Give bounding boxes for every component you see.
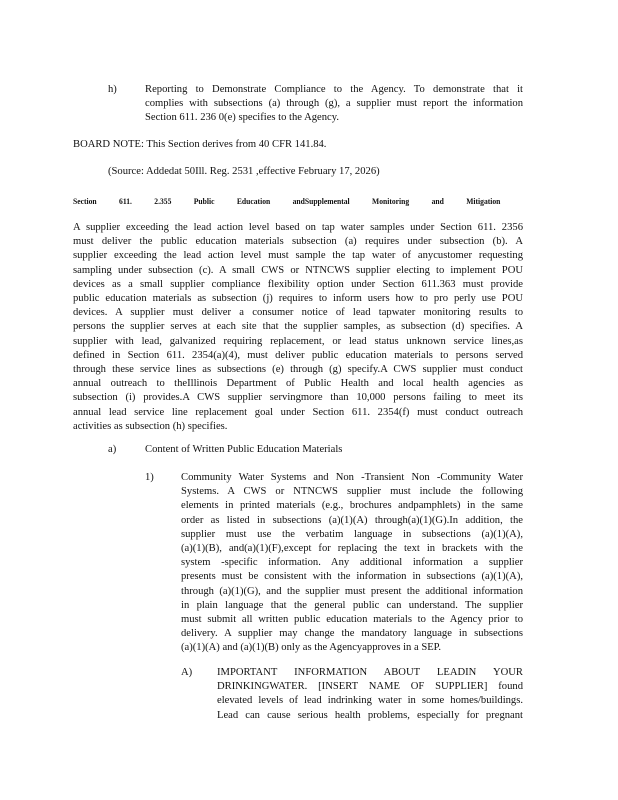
item-1-line: through (a)(1)(G), and the supplier must present the additional information bbox=[181, 585, 523, 597]
item-A-text bbox=[217, 666, 523, 723]
heading-word: 2.355 bbox=[154, 197, 172, 206]
item-1-line: in plain language that the general public can understand. The supplier bbox=[181, 599, 523, 611]
heading-word: Monitoring bbox=[372, 197, 410, 206]
intro-line: through these service lines as subsections (e) through (g) specify.A CWS supplier must conduct bbox=[73, 364, 523, 376]
heading-word: andSupplemental bbox=[292, 197, 350, 206]
intro-line: A supplier exceeding the lead action level based on tap water samples under Section 611. 2356 bbox=[73, 222, 523, 233]
item-A-line: elevated levels of lead indrinking water in some homes/buildings. bbox=[217, 695, 523, 707]
intro-line: devices as a small supplier compliance flexibility option under Section 611.363 must provide bbox=[73, 278, 523, 290]
intro-paragraph bbox=[73, 221, 523, 434]
item-A-label: A) bbox=[181, 667, 193, 678]
item-1-line: (a)(1)(A) and (a)(1)(B) only as the Agencyapproves in a SEP. bbox=[181, 642, 442, 654]
item-h-line: Reporting to Demonstrate Compliance to the Agency. To demonstrate that it bbox=[145, 84, 523, 95]
heading-word: Mitigation bbox=[466, 197, 501, 206]
item-1-line: Community Water Systems and Non -Transient Non -Community Water bbox=[181, 472, 523, 483]
item-A-line: Lead can cause serious health problems, especially for pregnant bbox=[217, 709, 523, 721]
heading-word: Education bbox=[236, 197, 271, 206]
item-A-line: DRINKINGWATER. [INSERT NAME OF SUPPLIER] found bbox=[217, 681, 523, 693]
section-heading bbox=[73, 196, 501, 207]
item-h-line: Section 611. 236 0(e) specifies to the Agency. bbox=[145, 112, 339, 124]
item-1-line: presents must be consistent with the information in subsections (a)(1)(A), bbox=[181, 571, 523, 583]
item-1-line: system -specific information. Any additional information a supplier bbox=[181, 557, 523, 569]
item-h-text bbox=[145, 83, 523, 126]
intro-line: persons the supplier serves at each site that the supplier samples, as subsection (d) specifies. A bbox=[73, 321, 523, 333]
item-1-line: elements in printed materials (e.g., brochures andpamphlets) in the same bbox=[181, 500, 523, 512]
item-h-line: complies with subsections (a) through (g), a supplier must report the information bbox=[145, 98, 523, 110]
item-A-line: IMPORTANT INFORMATION ABOUT LEADIN YOUR bbox=[217, 667, 523, 678]
heading-word: and bbox=[431, 197, 444, 206]
item-1-line: order as listed in subsections (a)(1)(A) through(a)(1)(G).In addition, the bbox=[181, 514, 523, 526]
intro-line: public education materials as subsection (j) requires to inform users how to pro perly use POU bbox=[73, 293, 523, 305]
item-1-label: 1) bbox=[145, 472, 154, 483]
intro-line: supplier exceeding the lead action level must sample the tap water of anycustomer requesting bbox=[73, 250, 523, 262]
intro-line: annual outreach to theIllinois Department of Public Health and local health agencies as bbox=[73, 378, 523, 390]
source-note: (Source: Addedat 50Ill. Reg. 2531 ,effective February 17, 2026) bbox=[108, 166, 380, 177]
intro-line: sampling under subsection (c). A small CWS or NTNCWS supplier electing to implement POU bbox=[73, 264, 523, 276]
heading-word: 611. bbox=[119, 197, 132, 206]
intro-line: subsection (i) provides.A CWS supplier servingmore than 10,000 persons failing to meet its bbox=[73, 392, 523, 404]
item-1-line: Systems. A CWS or NTNCWS supplier must include the following bbox=[181, 486, 523, 498]
heading-word: Section bbox=[73, 197, 97, 206]
item-1-line: must submit all written public education materials to the Agency prior to bbox=[181, 614, 523, 626]
item-h-label: h) bbox=[108, 84, 117, 95]
item-1-text bbox=[181, 471, 523, 656]
intro-line: activities as subsection (h) specifies. bbox=[73, 420, 228, 432]
intro-line: supplier with lead, galvanized requiring replacement, or lead status unknown service lines,as bbox=[73, 335, 523, 347]
intro-line: defined in Section 611. 2354(a)(4), must deliver public education materials to persons served bbox=[73, 349, 523, 361]
heading-word: Public bbox=[193, 197, 215, 206]
intro-line: must deliver the public education materials subsection (a) requires under subsection (b). A bbox=[73, 236, 523, 248]
item-a-label: a) bbox=[108, 444, 117, 455]
item-a-title: Content of Written Public Education Materials bbox=[145, 444, 343, 455]
board-note: BOARD NOTE: This Section derives from 40 CFR 141.84. bbox=[73, 139, 327, 150]
item-1-line: (a)(1)(B), and(a)(1)(F),except for replacing the text in brackets with the bbox=[181, 543, 523, 555]
intro-line: annual lead service line replacement goal under Section 611. 2354(f) must conduct outreach bbox=[73, 406, 523, 418]
item-1-line: delivery. A supplier may change the mandatory language in subsections bbox=[181, 628, 523, 640]
intro-line: devices. A supplier must deliver a consumer notice of lead tapwater monitoring results to bbox=[73, 307, 523, 319]
item-1-line: supplier must use the verbatim language in subsections (a)(1)(A), bbox=[181, 528, 523, 540]
